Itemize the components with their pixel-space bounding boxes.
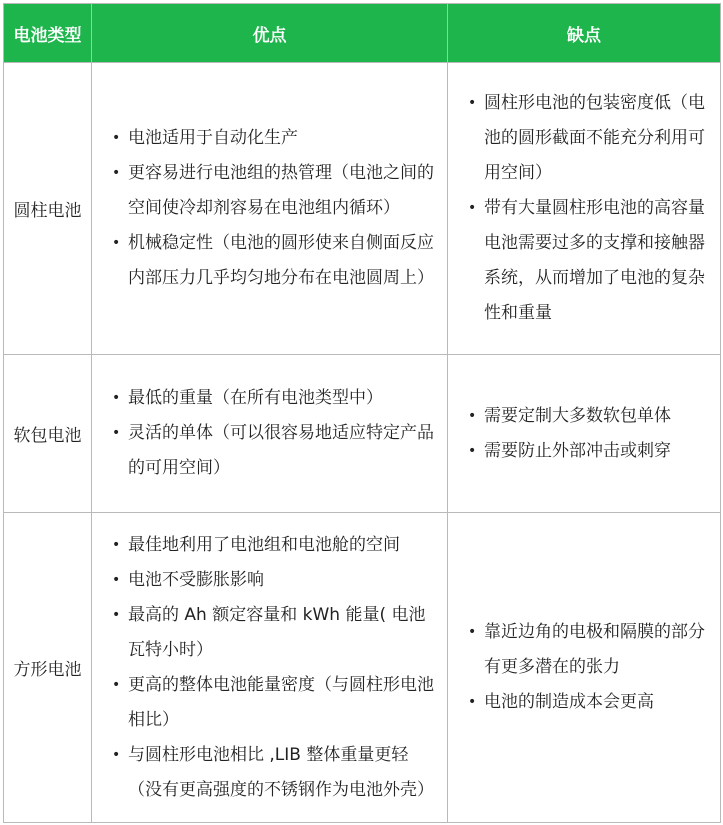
battery-type-cell: 圆柱电池: [4, 63, 92, 355]
con-text: 需要定制大多数软包单体: [484, 405, 671, 426]
list-item: [112, 121, 441, 156]
list-item: [112, 738, 441, 808]
battery-comparison-table: [3, 3, 721, 823]
battery-type-cell: 软包电池: [4, 355, 92, 513]
con-text: 圆柱形电池的包装密度低（电池的圆形截面不能充分利用可用空间）: [484, 93, 705, 183]
cons-list: [448, 86, 720, 331]
list-item: [112, 226, 441, 296]
bullet-icon: •: [468, 407, 477, 424]
table-row: [4, 63, 721, 355]
cons-list: [448, 615, 720, 720]
bullet-icon: •: [468, 95, 477, 111]
pro-text: 最高的 Ah 额定容量和 kWh 能量( 电池瓦特小时）: [128, 604, 426, 660]
list-item: [468, 685, 714, 720]
cons-cell: [448, 513, 721, 823]
list-item: [468, 86, 714, 191]
con-text: 需要防止外部冲击或刺穿: [484, 440, 671, 461]
bullet-icon: •: [468, 694, 477, 710]
table-row: [4, 355, 721, 513]
list-item: [468, 399, 714, 434]
bullet-icon: •: [468, 200, 477, 216]
header-cons: 缺点: [448, 4, 721, 63]
list-item: [468, 615, 714, 685]
cons-cell: [448, 63, 721, 355]
list-item: [112, 416, 441, 486]
pro-text: 灵活的单体（可以很容易地适应特定产品的可用空间）: [128, 423, 434, 478]
list-item: [112, 563, 441, 598]
pros-list: [92, 121, 447, 296]
header-row: [4, 4, 721, 63]
pro-text: 最低的重量（在所有电池类型中）: [128, 388, 383, 408]
bullet-icon: •: [112, 746, 121, 763]
bullet-icon: •: [112, 536, 121, 553]
pro-text: 最佳地利用了电池组和电池舱的空间: [128, 534, 400, 555]
bullet-icon: •: [112, 390, 121, 406]
cons-cell: [448, 355, 721, 513]
list-item: [112, 528, 441, 563]
header-battery-type: 电池类型: [4, 4, 92, 63]
list-item: [112, 598, 441, 668]
header-pros: 优点: [92, 4, 448, 63]
pro-text: 电池适用于自动化生产: [128, 128, 298, 148]
bullet-icon: •: [112, 571, 121, 588]
bullet-icon: •: [112, 606, 121, 623]
cons-list: [448, 399, 720, 469]
con-text: 电池的制造成本会更高: [484, 692, 654, 712]
bullet-icon: •: [112, 130, 121, 146]
bullet-icon: •: [112, 676, 121, 693]
pro-text: 机械稳定性（电池的圆形使来自侧面反应内部压力几乎均匀地分布在电池圆周上）: [128, 233, 434, 288]
bullet-icon: •: [468, 442, 477, 459]
pros-list: [92, 381, 447, 486]
bullet-icon: •: [468, 624, 477, 640]
pros-list: [92, 528, 447, 808]
list-item: [468, 191, 714, 331]
pros-cell: [92, 355, 448, 513]
list-item: [468, 434, 714, 469]
bullet-icon: •: [112, 165, 121, 181]
pros-cell: [92, 513, 448, 823]
table-row: [4, 513, 721, 823]
pro-text: 与圆柱形电池相比 ,LIB 整体重量更轻（没有更高强度的不锈钢作为电池外壳）: [128, 744, 434, 800]
bullet-icon: •: [112, 235, 121, 251]
pro-text: 更容易进行电池组的热管理（电池之间的空间使冷却剂容易在电池组内循环）: [128, 163, 434, 218]
con-text: 靠近边角的电极和隔膜的部分有更多潜在的张力: [484, 622, 705, 677]
table-header: [4, 4, 721, 63]
bullet-icon: •: [112, 425, 121, 441]
list-item: [112, 668, 441, 738]
pros-cell: [92, 63, 448, 355]
list-item: [112, 381, 441, 416]
pro-text: 电池不受膨胀影响: [128, 569, 264, 590]
list-item: [112, 156, 441, 226]
con-text: 带有大量圆柱形电池的高容量电池需要过多的支撑和接触器系统，从而增加了电池的复杂性和重量: [484, 198, 705, 323]
pro-text: 更高的整体电池能量密度（与圆柱形电池相比）: [128, 674, 434, 730]
battery-type-cell: 方形电池: [4, 513, 92, 823]
